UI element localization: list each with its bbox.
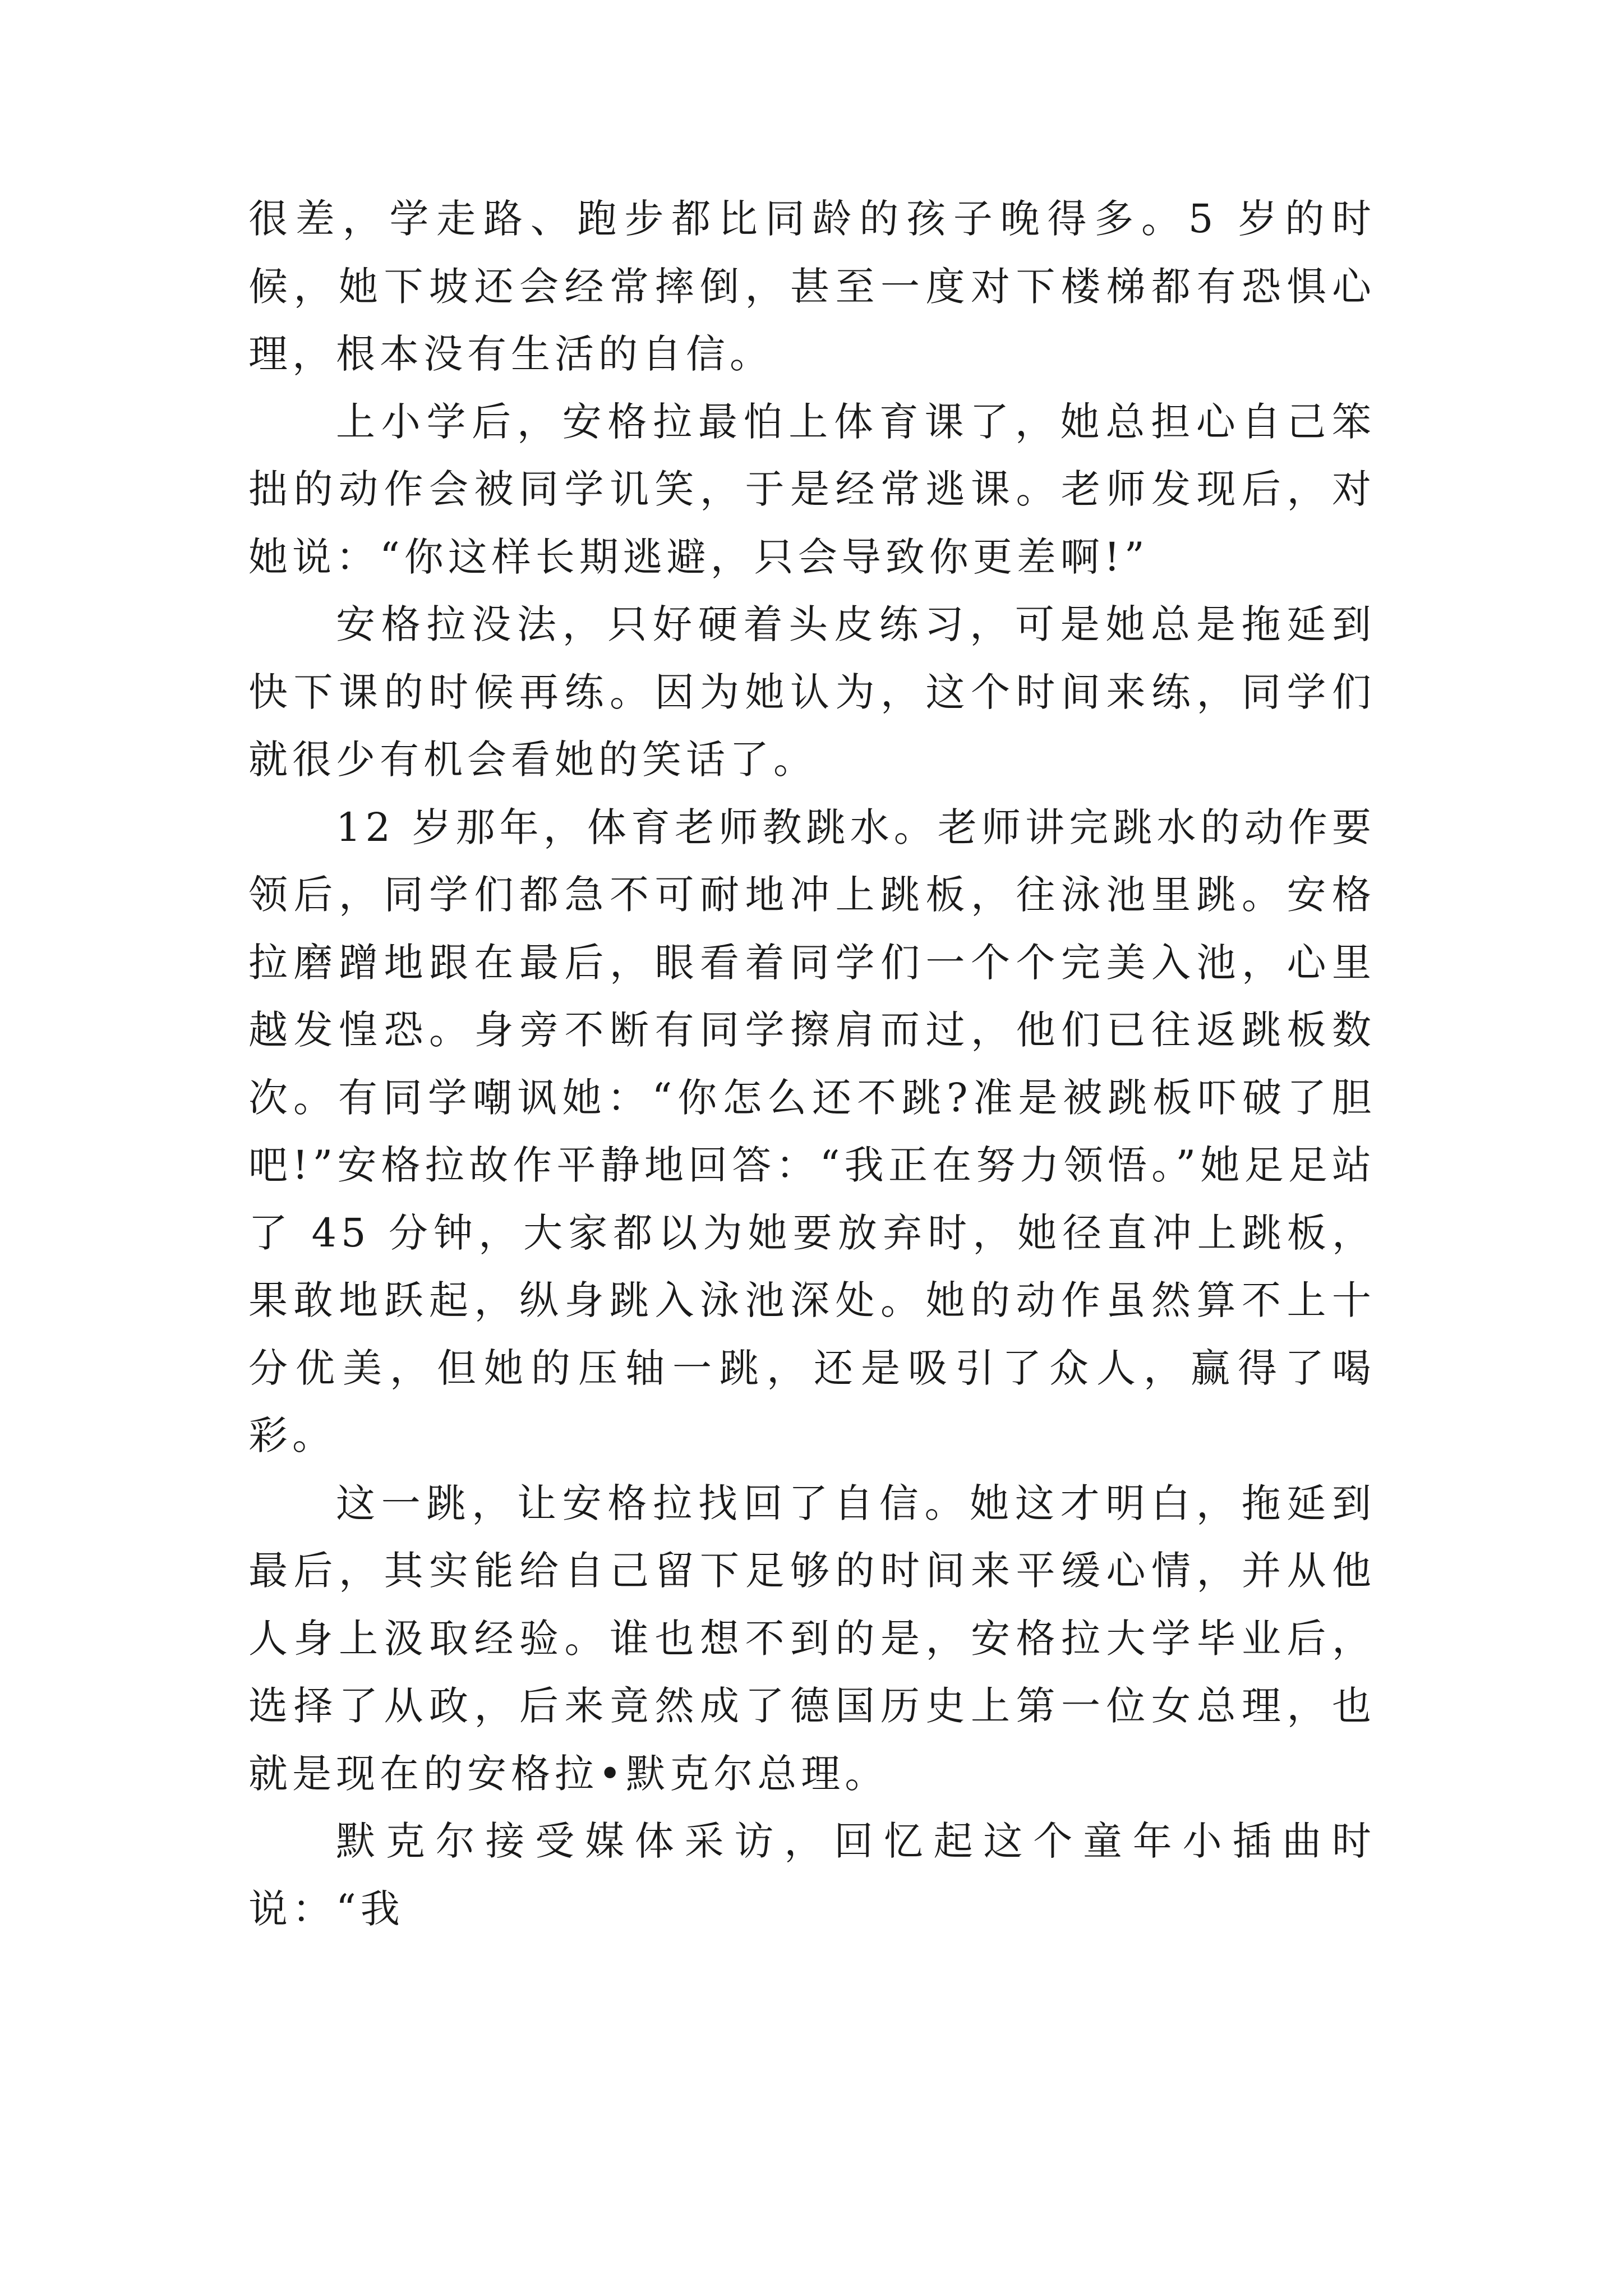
paragraph-1: 很差，学走路、跑步都比同龄的孩子晚得多。5 岁的时候，她下坡还会经常摔倒，甚至一度对下楼梯都有恐惧心理，根本没有生活的自信。 <box>248 196 1376 377</box>
paragraph-4: 12 岁那年，体育老师教跳水。老师讲完跳水的动作要领后，同学们都急不可耐地冲上跳板，往泳池里跳。安格拉磨蹭地跟在最后，眼看着同学们一个个完美入池，心里越发惶恐。身旁不断有同学擦肩而过，他们已往返跳板数次。有同学嘲讽她：“你怎么还不跳?准是被跳板吓破了胆吧!”安格拉故作平静地回答：“我正在努力领悟。”她足足站了 45 分钟，大家都以为她要放弃时，她径直冲上跳板，果敢地跃起，纵身跳入泳池深处。她的动作虽然算不上十分优美，但她的压轴一跳，还是吸引了众人，赢得了喝彩。 <box>248 804 1376 1458</box>
document-body <box>248 185 1376 1943</box>
paragraph-3: 安格拉没法，只好硬着头皮练习，可是她总是拖延到快下课的时候再练。因为她认为，这个时间来练，同学们就很少有机会看她的笑话了。 <box>248 601 1376 783</box>
paragraph-2: 上小学后，安格拉最怕上体育课了，她总担心自己笨拙的动作会被同学讥笑，于是经常逃课。老师发现后，对她说：“你这样长期逃避，只会导致你更差啊!” <box>248 398 1376 580</box>
paragraph-5: 这一跳，让安格拉找回了自信。她这才明白，拖延到最后，其实能给自己留下足够的时间来平缓心情，并从他人身上汲取经验。谁也想不到的是，安格拉大学毕业后，选择了从政，后来竟然成了德国历史上第一位女总理，也就是现在的安格拉•默克尔总理。 <box>248 1480 1376 1797</box>
paragraph-6: 默克尔接受媒体采访，回忆起这个童年小插曲时说：“我 <box>248 1818 1376 1932</box>
